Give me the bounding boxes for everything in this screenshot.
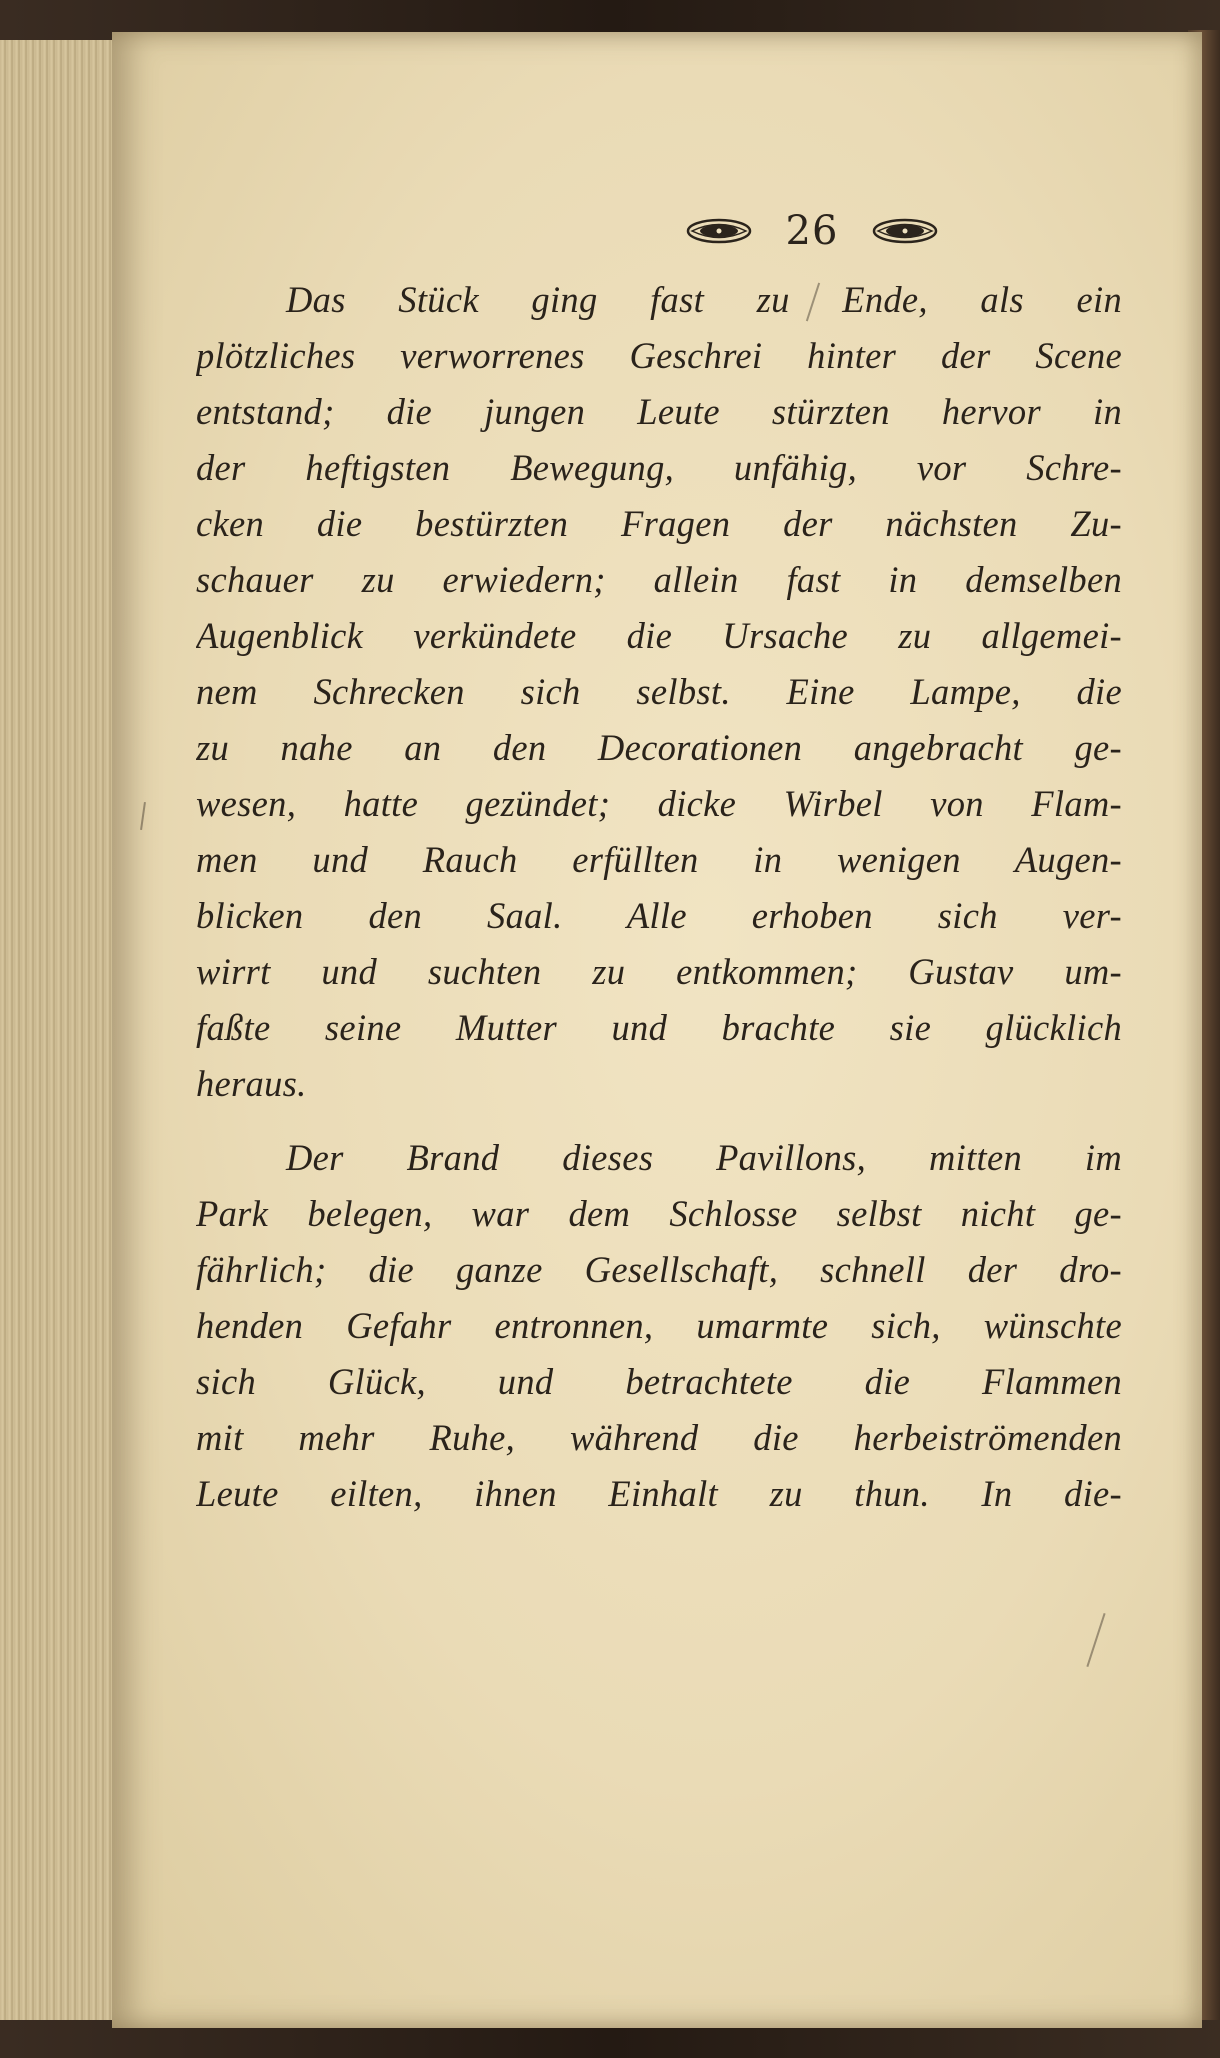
body-text bbox=[196, 272, 1122, 1522]
text-line: sich Glück, und betrachtete die Flammen bbox=[196, 1361, 1122, 1402]
text-line: schauer zu erwiedern; allein fast in demselben bbox=[196, 559, 1122, 600]
text-line: nem Schrecken sich selbst. Eine Lampe, die bbox=[196, 671, 1122, 712]
text-line: Augenblick verkündete die Ursache zu allgemei- bbox=[196, 615, 1122, 656]
text-line: Park belegen, war dem Schlosse selbst nicht ge- bbox=[196, 1193, 1122, 1234]
right-ornament-icon bbox=[872, 216, 938, 246]
text-line: blicken den Saal. Alle erhoben sich ver- bbox=[196, 895, 1122, 936]
text-line: Leute eilten, ihnen Einhalt zu thun. In die- bbox=[196, 1473, 1122, 1514]
text-line: mit mehr Ruhe, während die herbeiströmenden bbox=[196, 1417, 1122, 1458]
text-line: der heftigsten Bewegung, unfähig, vor Schre- bbox=[196, 447, 1122, 488]
text-line: entstand; die jungen Leute stürzten hervor in bbox=[196, 391, 1122, 432]
text-line: wirrt und suchten zu entkommen; Gustav um- bbox=[196, 951, 1122, 992]
text-line: fährlich; die ganze Gesellschaft, schnell der dro- bbox=[196, 1249, 1122, 1290]
text-line: Der Brand dieses Pavillons, mitten im bbox=[286, 1137, 1122, 1178]
text-line: cken die bestürzten Fragen der nächsten Zu- bbox=[196, 503, 1122, 544]
bleed-mark bbox=[140, 802, 146, 830]
text-line: zu nahe an den Decorationen angebracht ge- bbox=[196, 727, 1122, 768]
page-header bbox=[592, 196, 1032, 266]
paragraph-gap bbox=[196, 1112, 1122, 1130]
text-line: faßte seine Mutter und brachte sie glücklich bbox=[196, 1007, 1122, 1048]
page-number: 26 bbox=[785, 208, 839, 254]
page-stack-edge bbox=[0, 40, 114, 2020]
bleed-mark bbox=[1086, 1613, 1105, 1667]
text-line: Das Stück ging fast zu Ende, als ein bbox=[286, 279, 1122, 320]
text-line: plötzliches verworrenes Geschrei hinter der Scene bbox=[196, 335, 1122, 376]
left-ornament-icon bbox=[686, 216, 752, 246]
text-line: henden Gefahr entronnen, umarmte sich, wünschte bbox=[196, 1305, 1122, 1346]
text-line: wesen, hatte gezündet; dicke Wirbel von Flam- bbox=[196, 783, 1122, 824]
text-line: heraus. bbox=[196, 1063, 307, 1104]
text-line: men und Rauch erfüllten in wenigen Augen- bbox=[196, 839, 1122, 880]
